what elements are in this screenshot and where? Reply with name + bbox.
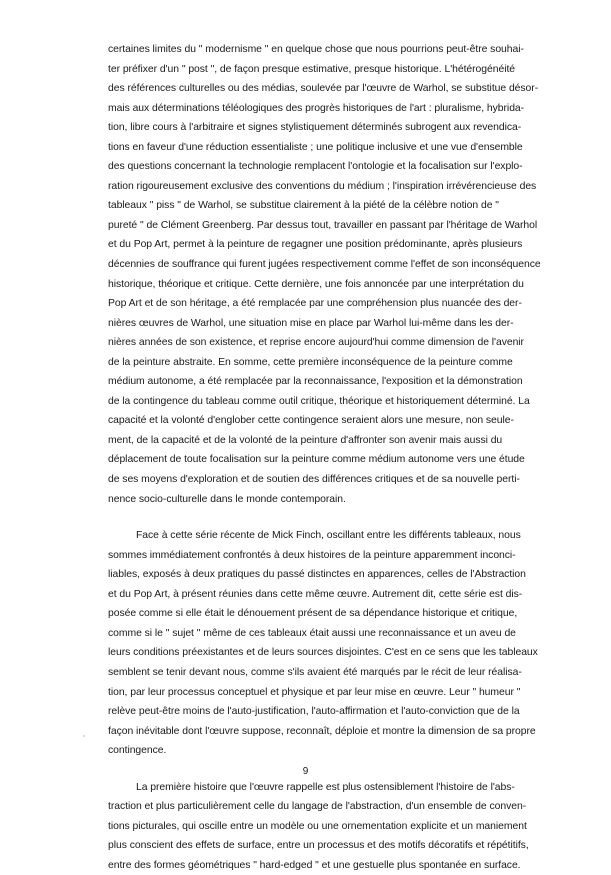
text-line: tions picturales, qui oscille entre un modèle ou une ornementation explicite et un maniement <box>108 820 527 832</box>
text-line: et du Pop Art, à présent réunies dans cette même œuvre. Autrement dit, cette série est dis- <box>108 588 523 600</box>
paragraph-spacer <box>108 509 527 526</box>
text-line: tion, libre cours à l'arbitraire et signes stylistiquement déterminés subrogent aux revendica- <box>108 122 522 134</box>
text-line: semblent se tenir devant nous, comme s'ils avaient été marqués par le récit de leur réalisa- <box>108 666 522 678</box>
text-line: tion, par leur processus conceptuel et physique et par leur mise en œuvre. Leur " humeur " <box>108 686 521 698</box>
text-line: tions en faveur d'une réduction essentialiste ; une politique inclusive et une vue d'ensemble <box>108 141 523 153</box>
text-line: relève peut-être moins de l'auto-justification, l'auto-affirmation et l'auto-conviction que de la <box>108 706 520 718</box>
paragraph-1 <box>108 40 541 509</box>
text-line: nence socio-culturelle dans le monde contemporain. <box>108 493 346 505</box>
text-line: posée comme si elle était le dénouement présent de sa dépendance historique et critique, <box>108 608 518 620</box>
text-line: ment, de la capacité et de la volonté de la peinture d'affronter son avenir mais aussi du <box>108 434 503 446</box>
text-line: de ses moyens d'exploration et de soutien des différences critiques et de sa nouvelle perti- <box>108 474 520 486</box>
text-line: capacité et la volonté d'englober cette contingence seraient alors une mesure, non seule- <box>108 415 514 427</box>
text-line: contingence. <box>108 745 167 757</box>
scan-speck <box>83 735 85 737</box>
text-line: pureté " de Clément Greenberg. Par dessus tout, travailler en passant par l'héritage de Warhol <box>108 219 538 231</box>
paragraph-2 <box>108 526 538 761</box>
text-line: entre des formes géométriques " hard-edged " et une gestuelle plus spontanée en surface. <box>108 859 521 871</box>
text-line: nières œuvres de Warhol, une situation mise en place par Warhol lui-même dans les der- <box>108 317 514 329</box>
text-line: façon inévitable dont l'œuvre suppose, reconnaît, déploie et montre la dimension de sa propre <box>108 725 536 737</box>
text-line: certaines limites du " modernisme " en quelque chose que nous pourrions peut-être souhai- <box>108 44 524 55</box>
text-line: liables, exposés à deux pratiques du passé distinctes en apparences, celles de l'Abstraction <box>108 569 526 581</box>
text-line: de la contingence du tableau comme outil critique, théorique et historiquement déterminé. La <box>108 395 530 407</box>
text-line: sommes immédiatement confrontés à deux histoires de la peinture apparemment inconci- <box>108 549 516 561</box>
text-line: des références culturelles ou des médias, soulevée par l'œuvre de Warhol, se substitue désor- <box>108 83 539 95</box>
text-line: plus conscient des effets de surface, entre un processus et des motifs décoratifs et répétitifs, <box>108 840 529 852</box>
text-line: traction et plus particulièrement celle du langage de l'abstraction, d'un ensemble de conven- <box>108 801 527 813</box>
text-line: tableaux " piss " de Warhol, se substitue clairement à la piété de la célèbre notion de " <box>108 200 499 212</box>
text-line: médium autonome, a été remplacée par la reconnaissance, l'exposition et la démonstration <box>108 376 523 388</box>
text-line: Face à cette série récente de Mick Finch, oscillant entre les différents tableaux, nous <box>136 530 521 542</box>
text-line: mais aux déterminations téléologiques des progrès historiques de l'art : pluralisme, hybrida- <box>108 102 525 114</box>
text-line: des questions concernant la technologie remplacent l'ontologie et la focalisation sur l'explo- <box>108 161 523 173</box>
text-line: historique, théorique et critique. Cette dernière, une fois annoncée par une interprétation du <box>108 278 524 290</box>
page-number: 9 <box>302 766 309 777</box>
text-line: comme si le " sujet " même de ces tableaux était aussi une reconnaissance et un aveu de <box>108 627 516 639</box>
text-line: nières années de son existence, et reprise encore aujourd'hui comme dimension de l'avenir <box>108 337 524 349</box>
paragraph-3 <box>108 778 527 875</box>
text-line: déplacement de toute focalisation sur la peinture comme médium autonome vers une étude <box>108 454 525 466</box>
text-line: Pop Art et de son héritage, a été remplacée par une compréhension plus nuancée des der- <box>108 298 522 310</box>
text-line: leurs conditions préexistantes et de leurs sources disjointes. C'est en ce sens que les tableaux <box>108 647 538 659</box>
text-line: de la peinture abstraite. En somme, cette première inconséquence de la peinture comme <box>108 356 513 368</box>
text-line: La première histoire que l'œuvre rappelle est plus ostensiblement l'histoire de l'abs- <box>136 781 515 793</box>
text-line: ration rigoureusement exclusive des conventions du médium ; l'inspiration irrévérencieuse des <box>108 180 537 192</box>
text-line: décennies de souffrance qui furent jugées respectivement comme l'effet de son inconséquence <box>108 259 541 271</box>
text-line: et du Pop Art, permet à la peinture de regagner une position prédominante, après plusieurs <box>108 239 523 251</box>
text-line: ter préfixer d'un " post ", de façon presque estimative, presque historique. L'hétérogénéité <box>108 63 516 75</box>
